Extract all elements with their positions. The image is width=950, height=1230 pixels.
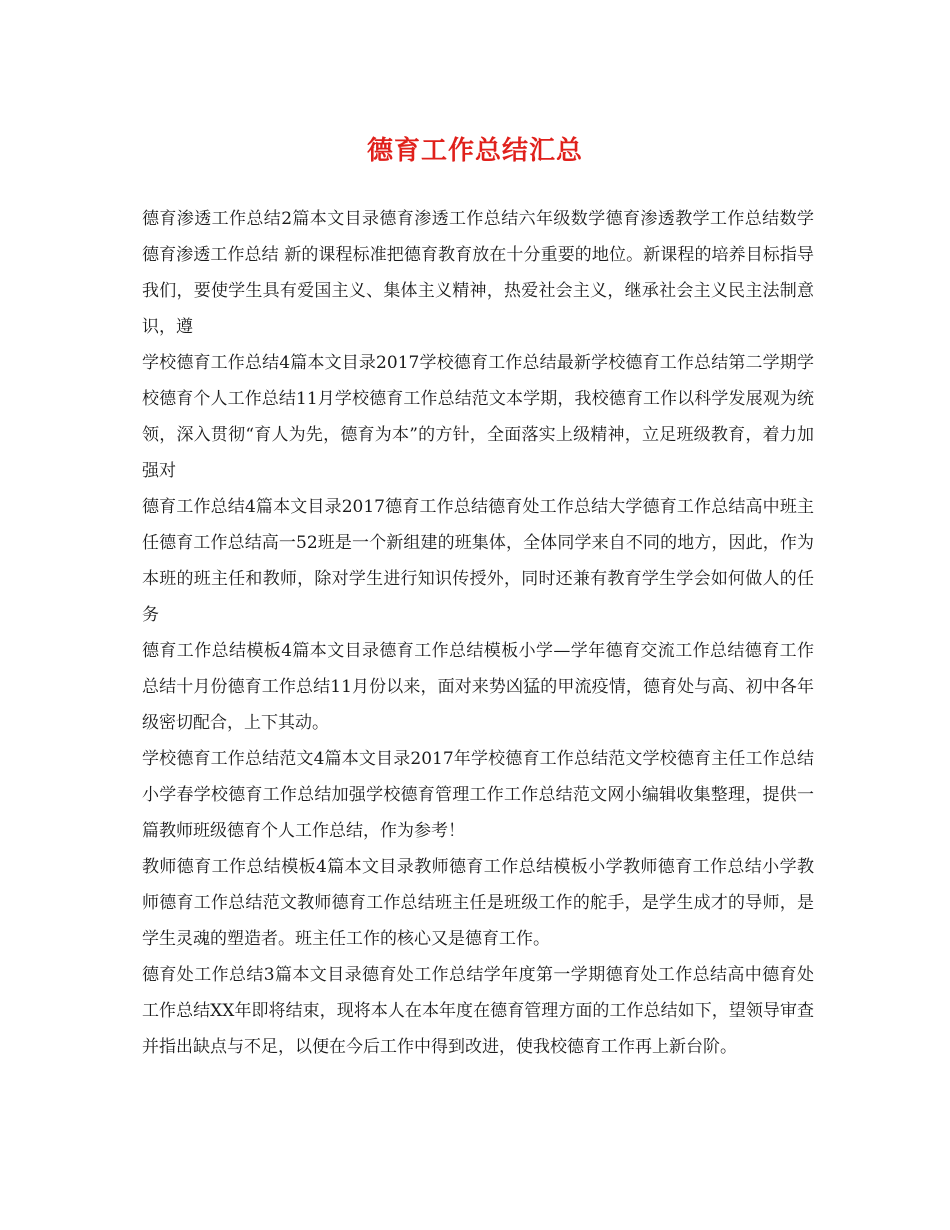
- paragraph: 德育处工作总结3篇本文目录德育处工作总结学年度第一学期德育处工作总结高中德育处工作总结XX年即将结束，现将本人在本年度在德育管理方面的工作总结如下，望领导审查并指出缺点与不足，以便在今后工作中得到改进，使我校德育工作再上新台阶。: [142, 965, 814, 1057]
- paragraph: 教师德育工作总结模板4篇本文目录教师德育工作总结模板小学教师德育工作总结小学教师德育工作总结范文教师德育工作总结班主任是班级工作的舵手，是学生成才的导师，是学生灵魂的塑造者。班主任工作的核心又是德育工作。: [142, 857, 814, 949]
- paragraph: 德育工作总结4篇本文目录2017德育工作总结德育处工作总结大学德育工作总结高中班主任德育工作总结高一52班是一个新组建的班集体，全体同学来自不同的地方，因此，作为本班的班主任和教师，除对学生进行知识传授外，同时还兼有教育学生学会如何做人的任务: [142, 497, 814, 625]
- paragraph: 学校德育工作总结范文4篇本文目录2017年学校德育工作总结范文学校德育主任工作总结小学春学校德育工作总结加强学校德育管理工作工作总结范文网小编辑收集整理，提供一篇教师班级德育个人工作总结，作为参考！: [142, 749, 814, 841]
- document-body: [142, 201, 814, 1065]
- paragraph: 德育渗透工作总结2篇本文目录德育渗透工作总结六年级数学德育渗透教学工作总结数学德育渗透工作总结 新的课程标准把德育教育放在十分重要的地位。新课程的培养目标指导我们，要使学生具有爱国主义、集体主义精神，热爱社会主义，继承社会主义民主法制意识，遵: [142, 209, 814, 337]
- document-title: 德育工作总结汇总: [366, 136, 583, 166]
- paragraph: 德育工作总结模板4篇本文目录德育工作总结模板小学—学年德育交流工作总结德育工作总结十月份德育工作总结11月份以来，面对来势凶猛的甲流疫情，德育处与高、初中各年级密切配合，上下其动。: [142, 641, 814, 733]
- paragraph: 学校德育工作总结4篇本文目录2017学校德育工作总结最新学校德育工作总结第二学期学校德育个人工作总结11月学校德育工作总结范文本学期，我校德育工作以科学发展观为统领，深入贯彻“育人为先，德育为本”的方针，全面落实上级精神，立足班级教育，着力加强对: [142, 353, 814, 481]
